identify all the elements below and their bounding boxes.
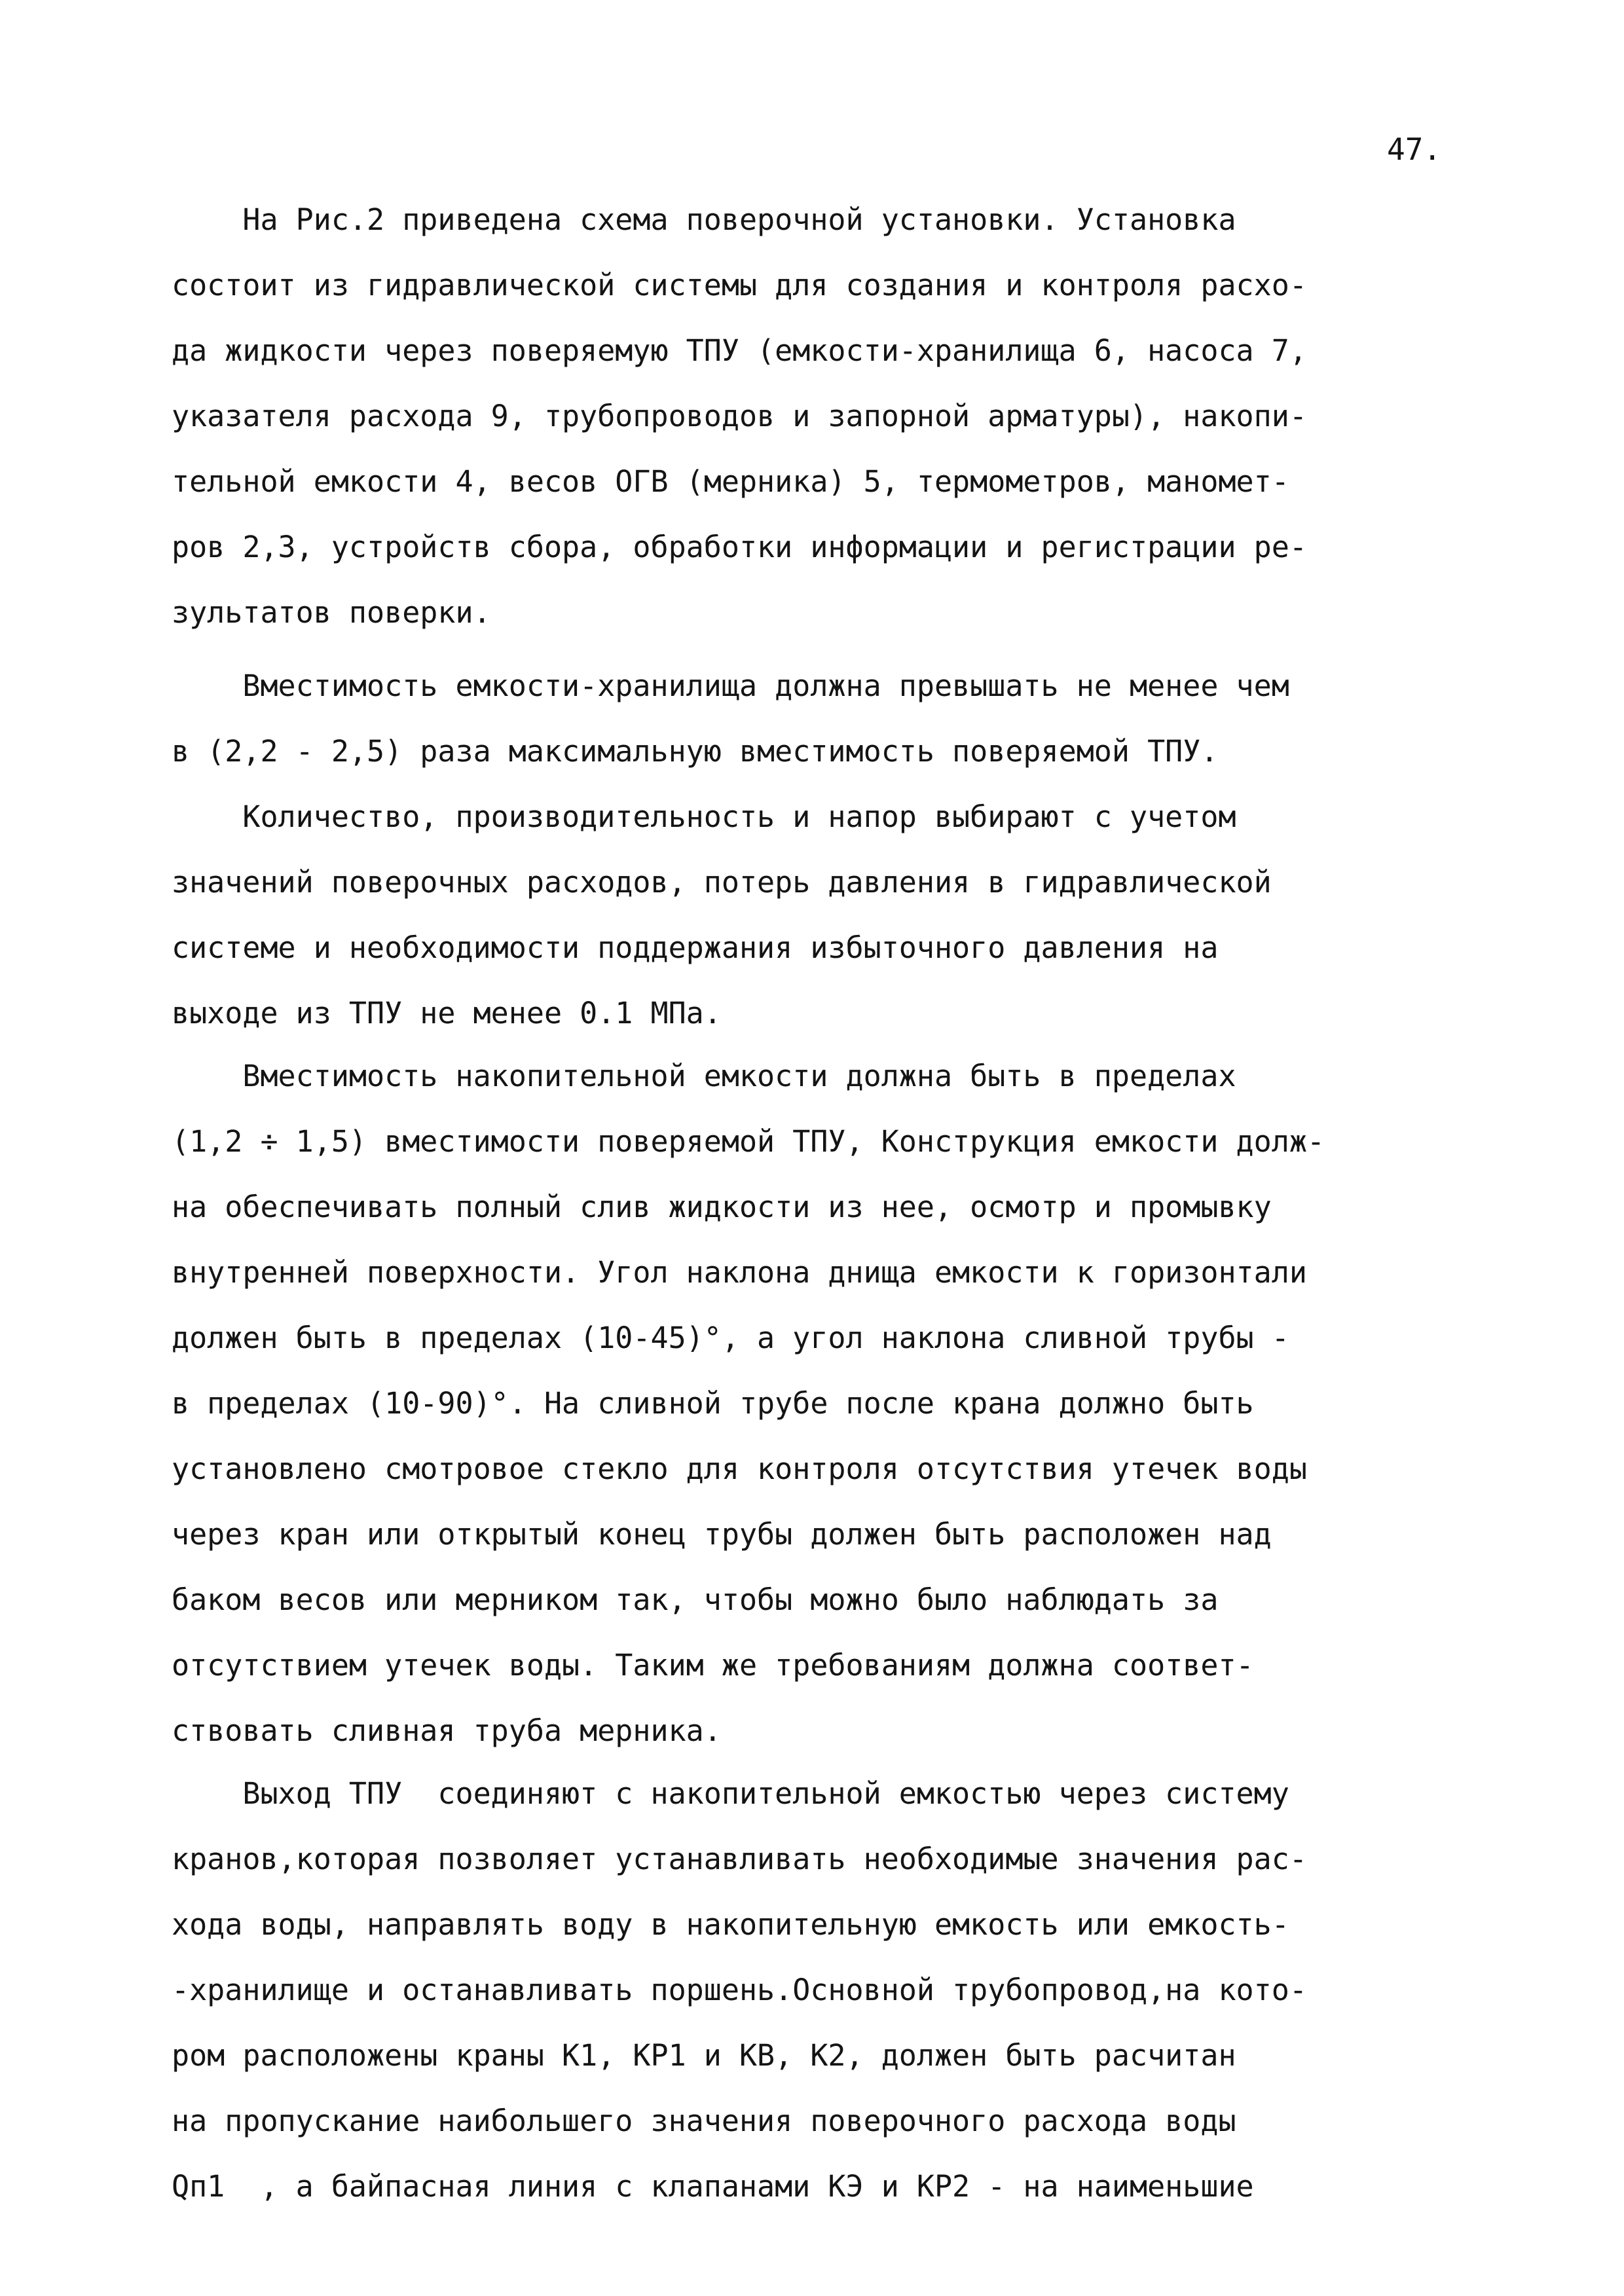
text-line: Вместимость накопительной емкости должна быть в пределах (172, 1059, 1236, 1093)
paragraph (172, 1044, 1481, 1764)
text-line: Qп1 , а байпасная линия с клапанами КЭ и КР2 - на наименьшие (172, 2169, 1254, 2204)
text-line: должен быть в пределах (10-45)°, а угол наклона сливной трубы - (172, 1321, 1289, 1355)
text-line: (1,2 ÷ 1,5) вместимости поверяемой ТПУ, Конструкция емкости долж- (172, 1124, 1325, 1159)
text-line: состоит из гидравлической системы для создания и контроля расхо- (172, 268, 1307, 302)
text-line: Выход ТПУ соединяют с накопительной емкостью через систему (172, 1776, 1289, 1811)
paragraph (172, 187, 1481, 646)
text-line: да жидкости через поверяемую ТПУ (емкости-хранилища 6, насоса 7, (172, 333, 1307, 368)
text-line: в пределах (10-90)°. На сливной трубе после крана должно быть (172, 1386, 1254, 1421)
text-line: ров 2,3, устройств сбора, обработки информации и регистрации ре- (172, 530, 1307, 564)
paragraph (172, 1761, 1481, 2219)
text-line: на пропускание наибольшего значения поверочного расхода воды (172, 2104, 1236, 2138)
text-line: через кран или открытый конец трубы должен быть расположен над (172, 1517, 1272, 1552)
text-line: На Рис.2 приведена схема поверочной установки. Установка (172, 202, 1236, 237)
text-line: Количество, производительность и напор выбирают с учетом (172, 799, 1236, 834)
text-line: баком весов или мерником так, чтобы можно было наблюдать за (172, 1582, 1219, 1617)
page-number: 47. (1387, 132, 1442, 167)
text-line: тельной емкости 4, весов ОГВ (мерника) 5, термометров, маномет- (172, 464, 1289, 499)
text-line: системе и необходимости поддержания избыточного давления на (172, 930, 1219, 965)
text-line: установлено смотровое стекло для контроля отсутствия утечек воды (172, 1451, 1307, 1486)
text-line: значений поверочных расходов, потерь давления в гидравлической (172, 865, 1272, 900)
text-line: зультатов поверки. (172, 595, 491, 630)
text-line: ром расположены краны К1, КР1 и КВ, К2, должен быть расчитан (172, 2038, 1236, 2073)
text-line: кранов,которая позволяет устанавливать необходимые значения рас- (172, 1842, 1307, 1876)
text-line: хода воды, направлять воду в накопительную емкость или емкость- (172, 1907, 1289, 1942)
paragraph (172, 784, 1481, 1046)
paragraph (172, 653, 1481, 784)
text-line: внутренней поверхности. Угол наклона днища емкости к горизонтали (172, 1255, 1307, 1290)
text-line: Вместимость емкости-хранилища должна превышать не менее чем (172, 668, 1289, 703)
text-line: указателя расхода 9, трубопроводов и запорной арматуры), накопи- (172, 399, 1307, 433)
text-line: выходе из ТПУ не менее 0.1 МПа. (172, 996, 722, 1030)
text-line: отсутствием утечек воды. Таким же требованиям должна соответ- (172, 1648, 1254, 1683)
text-line: в (2,2 - 2,5) раза максимальную вместимость поверяемой ТПУ. (172, 734, 1219, 769)
text-line: на обеспечивать полный слив жидкости из нее, осмотр и промывку (172, 1190, 1272, 1224)
text-line: ствовать сливная труба мерника. (172, 1713, 722, 1748)
text-line: -хранилище и останавливать поршень.Основной трубопровод,на кото- (172, 1973, 1307, 2007)
